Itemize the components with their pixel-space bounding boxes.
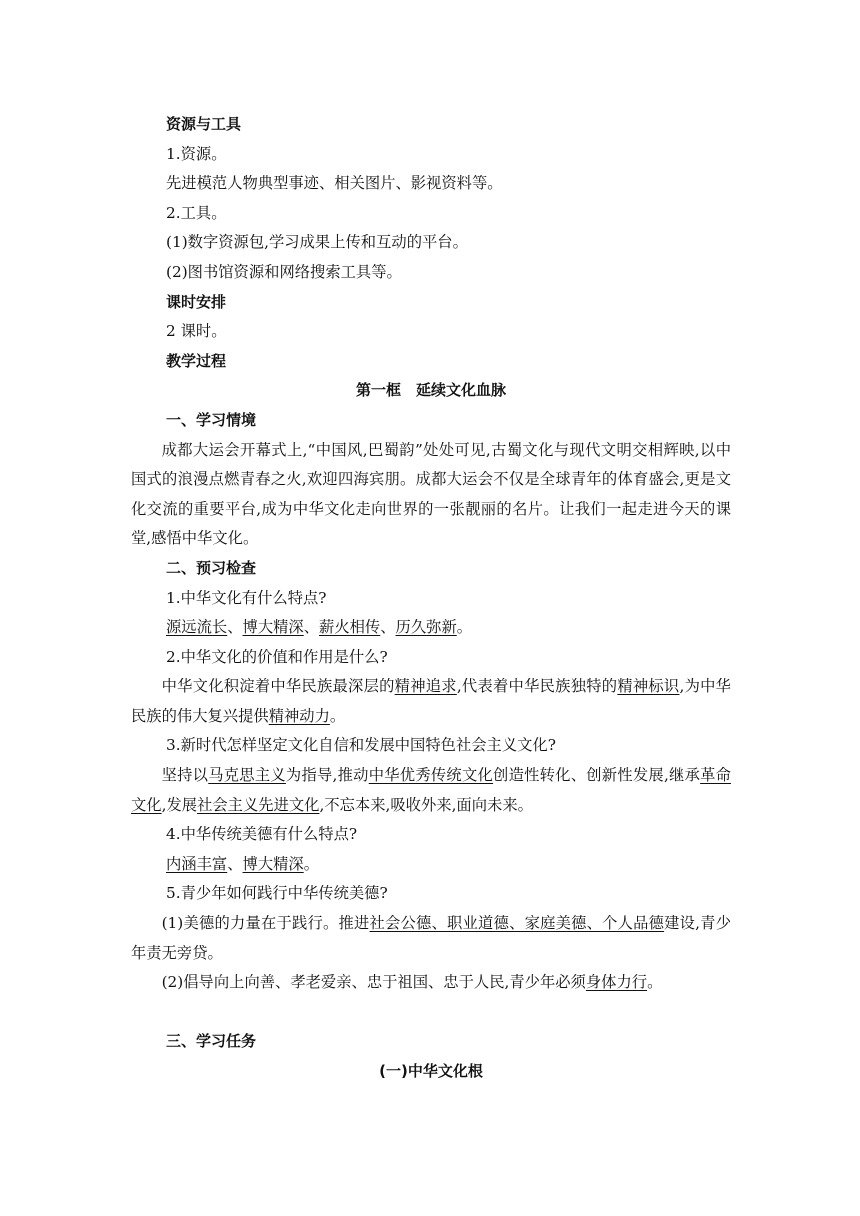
- answer-keyword: 精神追求: [394, 677, 457, 696]
- answer-keyword: 博大精深: [242, 854, 304, 873]
- answer-keyword: 马克思主义: [208, 766, 286, 785]
- answer-text: 、: [227, 618, 243, 637]
- document-body: [131, 110, 731, 1087]
- tools-item-1: (1)数字资源包,学习成果上传和互动的平台。: [166, 233, 468, 252]
- preview-answer-2: [131, 672, 731, 731]
- answer-keyword: 社会公德、职业道德、家庭美德、个人品德: [369, 914, 665, 933]
- answer-keyword: 社会主义先进文化: [197, 795, 320, 814]
- preview-answer-5-1: [131, 909, 731, 968]
- preview-question-2: 2.中华文化的价值和作用是什么?: [166, 647, 388, 666]
- section-title: 第一框 延续文化血脉: [355, 381, 506, 400]
- answer-text: 、: [303, 618, 320, 637]
- answer-text: 创造性转化、创新性发展,继承: [493, 766, 701, 785]
- answer-text: ,不忘本来,吸收外来,面向未来。: [319, 795, 533, 814]
- preview-question-1: 1.中华文化有什么特点?: [166, 588, 327, 607]
- answer-text: (1)美德的力量在于践行。推进: [161, 914, 370, 933]
- answer-text: 。: [329, 706, 346, 725]
- resources-item-2: 2.工具。: [166, 203, 227, 222]
- answer-text: (2)倡导向上向善、孝老爱亲、忠于祖国、忠于人民,青少年必须: [161, 973, 586, 992]
- answer-keyword: 薪火相传: [319, 618, 381, 637]
- answer-text: 为指导,推动: [285, 766, 369, 785]
- preview-answer-1: [131, 613, 731, 643]
- answer-text: 、: [227, 854, 243, 873]
- preview-answer-5-2: [131, 968, 731, 998]
- tasks-heading: 三、学习任务: [166, 1032, 257, 1051]
- resources-heading: 资源与工具: [166, 115, 242, 133]
- preview-question-3: 3.新时代怎样坚定文化自信和发展中国特色社会主义文化?: [166, 736, 556, 755]
- tasks-subtitle: (一)中华文化根: [379, 1062, 483, 1080]
- answer-keyword: 精神动力: [268, 706, 330, 725]
- preview-answer-3: [131, 761, 731, 820]
- preview-question-5: 5.青少年如何践行中华传统美德?: [166, 884, 388, 903]
- answer-text: 坚持以: [161, 766, 209, 785]
- preview-heading: 二、预习检查: [166, 558, 257, 577]
- preview-question-4: 4.中华传统美德有什么特点?: [166, 825, 358, 844]
- resources-item-1: 1.资源。: [166, 144, 227, 163]
- answer-keyword: 精神标识: [617, 677, 680, 696]
- answer-keyword: 身体力行: [585, 973, 648, 992]
- preview-answer-4: [131, 850, 731, 880]
- answer-text: 。: [456, 618, 473, 637]
- answer-keyword: 革命文化: [131, 766, 731, 814]
- resources-item-1-text: 先进模范人物典型事迹、相关图片、影视资料等。: [166, 174, 503, 193]
- tools-item-2: (2)图书馆资源和网络搜索工具等。: [166, 262, 402, 281]
- answer-keyword: 源远流长: [166, 618, 228, 637]
- situation-heading: 一、学习情境: [166, 410, 257, 429]
- answer-keyword: 历久弥新: [395, 618, 457, 637]
- answer-keyword: 中华优秀传统文化: [368, 766, 494, 785]
- process-heading: 教学过程: [166, 351, 227, 370]
- answer-text: ,发展: [161, 795, 198, 814]
- schedule-text: 2 课时。: [166, 322, 227, 341]
- answer-text: 、: [380, 618, 396, 637]
- spacer: [131, 998, 731, 1028]
- answer-keyword: 博大精深: [242, 618, 304, 637]
- situation-paragraph: 成都大运会开幕式上,“中国风,巴蜀韵”处处可见,古蜀文化与现代文明交相辉映,以中国式的浪漫点燃青春之火,欢迎四海宾朋。成都大运会不仅是全球青年的体育盛会,更是文化交流的重要平台,成为中华文化走向世界的一张靓丽的名片。让我们一起走进今天的课堂,感悟中华文化。: [131, 440, 731, 548]
- answer-text: 中华文化积淀着中华民族最深层的: [161, 677, 395, 696]
- answer-text: ,为中华民族的伟大复兴提供: [131, 677, 731, 725]
- answer-text: 。: [647, 973, 663, 992]
- answer-keyword: 内涵丰富: [166, 854, 228, 873]
- schedule-heading: 课时安排: [166, 292, 227, 311]
- answer-text: 。: [303, 854, 320, 873]
- answer-text: 建设,青少年责无旁贷。: [131, 914, 731, 962]
- answer-text: ,代表着中华民族独特的: [456, 677, 618, 696]
